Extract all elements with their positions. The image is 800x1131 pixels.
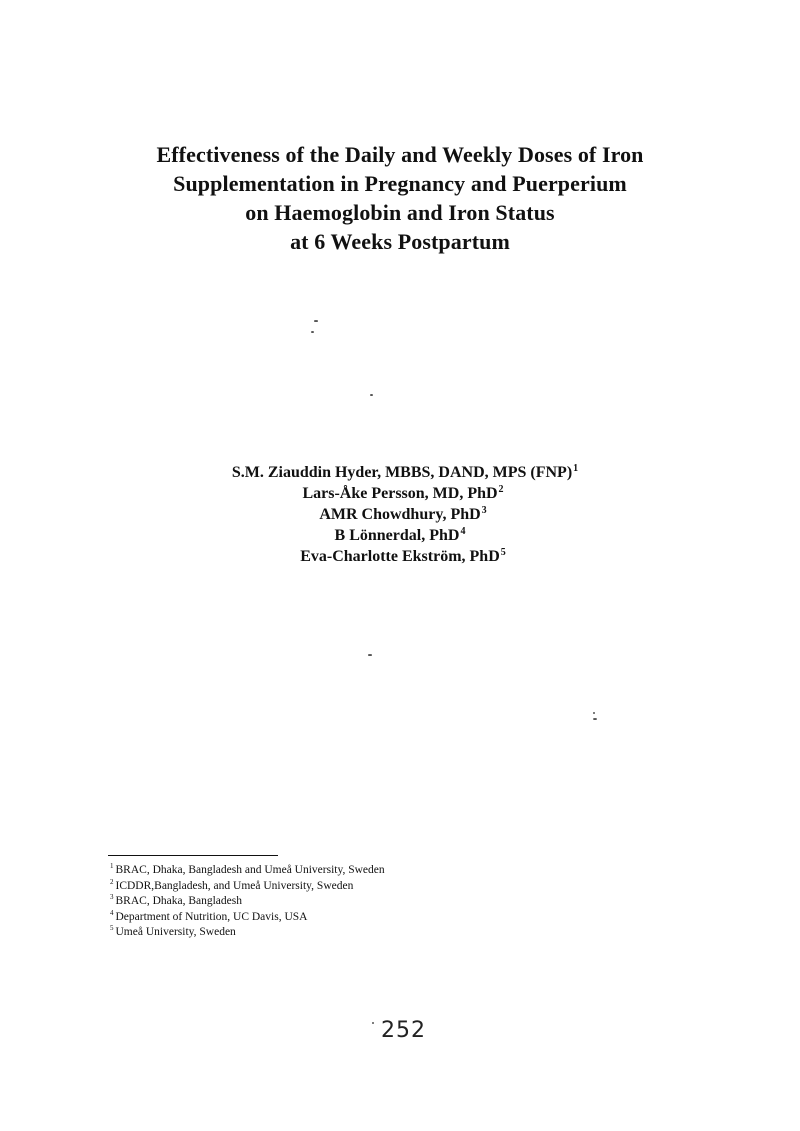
- footnote-marker: 1: [110, 862, 114, 871]
- affiliation-marker: 4: [460, 525, 466, 537]
- affiliation-marker: 2: [498, 483, 504, 495]
- scan-speck: [370, 394, 373, 396]
- scan-speck: [314, 320, 318, 322]
- footnote-text: ICDDR,Bangladesh, and Umeå University, Sweden: [115, 879, 354, 892]
- scan-speck: [368, 654, 372, 656]
- affiliation-marker: 5: [500, 546, 506, 558]
- author-entry: [0, 525, 800, 546]
- title-line-2: Supplementation in Pregnancy and Puerperium: [173, 171, 627, 196]
- footnote-divider: [108, 855, 278, 856]
- author-entry: [5, 462, 800, 483]
- scan-speck: [593, 712, 595, 714]
- footnote-item: [110, 894, 610, 910]
- author-name: Eva-Charlotte Ekström, PhD: [300, 548, 500, 565]
- scan-speck: [593, 718, 597, 720]
- scan-speck: [311, 331, 314, 333]
- footnotes: [110, 863, 610, 941]
- footnote-text: Umeå University, Sweden: [115, 926, 236, 938]
- author-name: S.M. Ziauddin Hyder, MBBS, DAND, MPS (FNP): [231, 464, 573, 481]
- footnote-text: BRAC, Dhaka, Bangladesh and Umeå University, Sweden: [115, 864, 385, 876]
- footnote-marker: 2: [110, 877, 114, 886]
- footnote-item: [110, 910, 610, 926]
- author-list: [0, 462, 800, 567]
- footnote-item: [110, 863, 610, 879]
- footnote-text: Department of Nutrition, UC Davis, USA: [115, 910, 308, 923]
- affiliation-marker: 1: [573, 462, 579, 474]
- title-line-3: on Haemoglobin and Iron Status: [245, 200, 555, 225]
- scan-speck: [372, 1022, 374, 1024]
- footnote-item: [110, 879, 610, 895]
- author-name: AMR Chowdhury, PhD: [319, 506, 481, 523]
- footnote-item: [110, 925, 610, 941]
- footnote-marker: 4: [110, 908, 114, 917]
- paper-title: [0, 140, 800, 256]
- footnote-marker: 3: [110, 893, 114, 902]
- footnote-marker: 5: [110, 924, 114, 933]
- author-entry: [3, 483, 800, 504]
- title-line-1: Effectiveness of the Daily and Weekly Doses of Iron: [156, 142, 644, 167]
- title-line-4: at 6 Weeks Postpartum: [290, 229, 510, 254]
- affiliation-marker: 3: [481, 504, 487, 516]
- page-number: 252: [381, 1018, 426, 1043]
- footnote-text: BRAC, Dhaka, Bangladesh: [115, 895, 242, 907]
- author-entry: [3, 504, 800, 525]
- author-name: Lars-Åke Persson, MD, PhD: [302, 485, 498, 502]
- author-entry: [3, 546, 800, 567]
- author-name: B Lönnerdal, PhD: [334, 527, 460, 544]
